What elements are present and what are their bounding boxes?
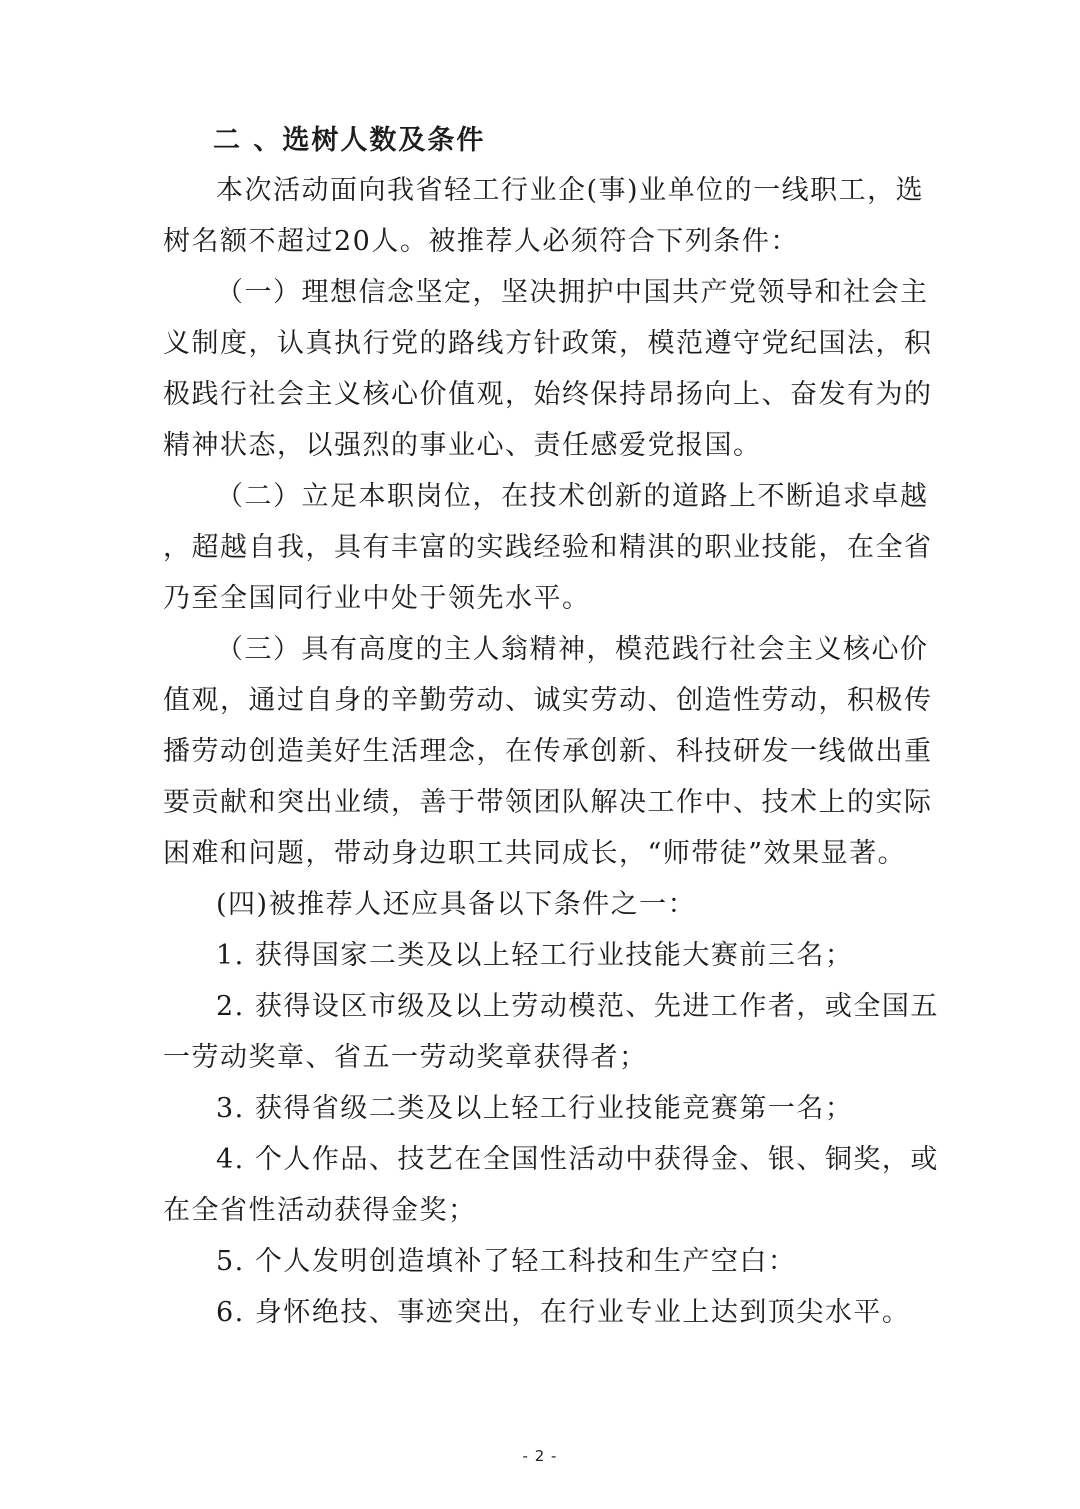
text-line: 乃至全国同行业中处于领先水平。 (163, 583, 591, 614)
text-line: 6. 身怀绝技、事迹突出，在行业专业上达到顶尖水平。 (216, 1297, 911, 1328)
text-line: 本次活动面向我省轻工行业企(事)业单位的一线职工，选 (216, 175, 925, 206)
text-line: (四)被推荐人还应具备以下条件之一： (216, 889, 697, 920)
text-line: 精神状态，以强烈的事业心、责任感爱党报国。 (163, 430, 762, 461)
text-line: （三）具有高度的主人翁精神，模范践行社会主义核心价 (216, 634, 929, 665)
text-line: 5. 个人发明创造填补了轻工科技和生产空白： (216, 1246, 797, 1277)
text-line: 要贡献和突出业绩，善于带领团队解决工作中、技术上的实际 (163, 787, 933, 818)
text-line: 值观，通过自身的辛勤劳动、诚实劳动、创造性劳动，积极传 (163, 685, 933, 716)
text-line: 义制度，认真执行党的路线方针政策，模范遵守党纪国法，积 (163, 328, 933, 359)
text-line: 一劳动奖章、省五一劳动奖章获得者； (163, 1042, 648, 1073)
text-line: 1. 获得国家二类及以上轻工行业技能大赛前三名； (216, 940, 854, 971)
text-line: 极践行社会主义核心价值观，始终保持昂扬向上、奋发有为的 (163, 379, 933, 410)
section-heading: 二 、选树人数及条件 (213, 125, 486, 156)
text-line: 播劳动创造美好生活理念，在传承创新、科技研发一线做出重 (163, 736, 933, 767)
text-line: （一）理想信念坚定，坚决拥护中国共产党领导和社会主 (216, 277, 929, 308)
text-line: ，超越自我，具有丰富的实践经验和精淇的职业技能，在全省 (163, 532, 933, 563)
text-line: （二）立足本职岗位，在技术创新的道路上不断追求卓越 (216, 481, 929, 512)
text-line: 3. 获得省级二类及以上轻工行业技能竞赛第一名； (216, 1093, 854, 1124)
text-line: 在全省性活动获得金奖； (163, 1195, 477, 1226)
text-line: 树名额不超过20人。被推荐人必须符合下列条件： (163, 226, 799, 257)
text-line: 2. 获得设区市级及以上劳动模范、先进工作者，或全国五 (216, 991, 939, 1022)
text-line: 困难和问题，带动身边职工共同成长，“师带徒”效果显著。 (163, 838, 907, 869)
page-number: - 2 - (522, 1447, 558, 1465)
text-line: 4. 个人作品、技艺在全国性活动中获得金、银、铜奖，或 (216, 1144, 939, 1175)
